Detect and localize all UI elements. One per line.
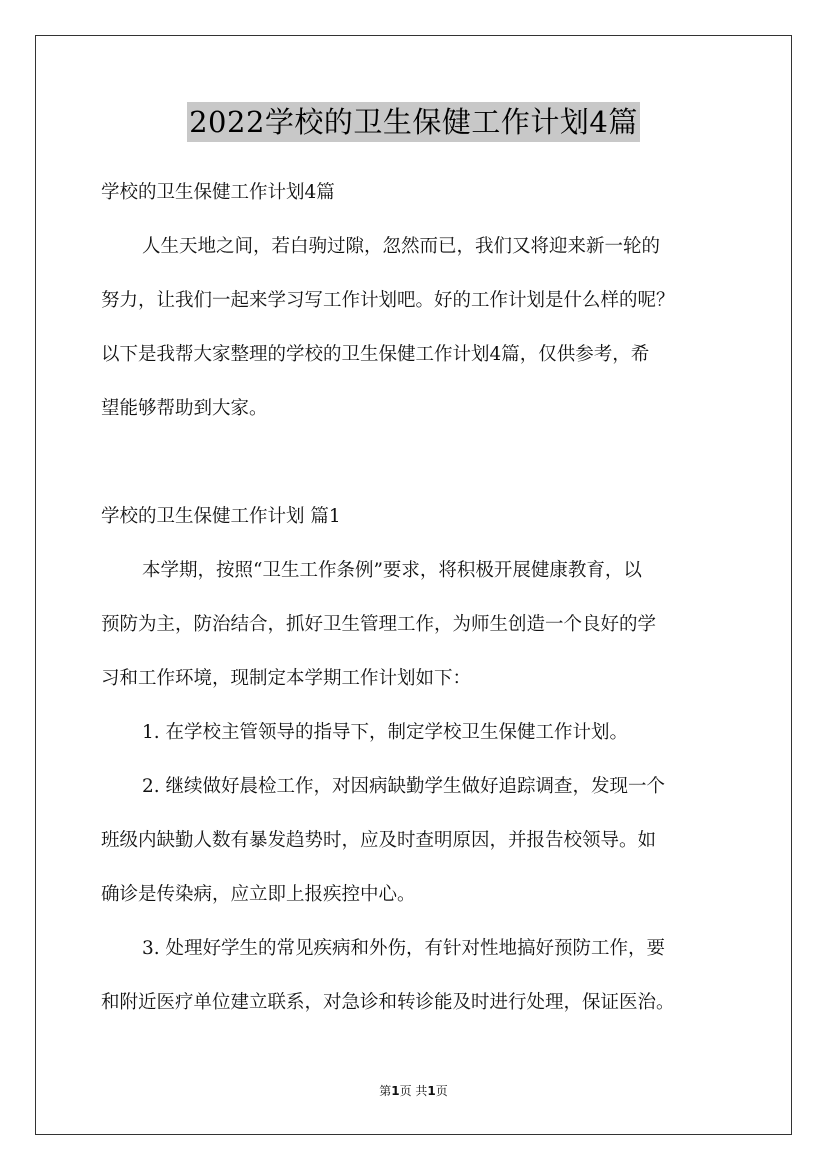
list-item-line: 2. 继续做好晨检工作，对因病缺勤学生做好追踪调查，发现一个 xyxy=(142,776,666,797)
page-footer xyxy=(0,1083,827,1099)
document-title: 2022学校的卫生保健工作计划4篇 xyxy=(187,102,640,142)
intro-line: 努力，让我们一起来学习写工作计划吧。好的工作计划是什么样的呢？ xyxy=(101,290,675,311)
intro-line: 人生天地之间，若白驹过隙，忽然而已，我们又将迎来新一轮的 xyxy=(142,236,661,257)
list-item-line: 班级内缺勤人数有暴发趋势时，应及时查明原因，并报告校领导。如 xyxy=(101,830,657,851)
footer-total-pages: 1 xyxy=(427,1084,436,1098)
paragraph-gap xyxy=(101,436,729,490)
footer-middle: 页 共 xyxy=(399,1084,428,1098)
document-subtitle: 学校的卫生保健工作计划4篇 xyxy=(101,182,335,203)
document-body xyxy=(101,166,729,1030)
list-item-line: 3. 处理好学生的常见疾病和外伤，有针对性地搞好预防工作，要 xyxy=(142,938,666,959)
section-paragraph-line: 本学期，按照“卫生工作条例”要求，将积极开展健康教育，以 xyxy=(142,560,642,581)
list-item-line: 和附近医疗单位建立联系，对急诊和转诊能及时进行处理，保证医治。 xyxy=(101,992,675,1013)
intro-line: 望能够帮助到大家。 xyxy=(101,398,268,419)
title-container xyxy=(0,102,827,142)
list-item-line: 确诊是传染病，应立即上报疾控中心。 xyxy=(101,884,416,905)
list-item-line: 1. 在学校主管领导的指导下，制定学校卫生保健工作计划。 xyxy=(142,722,629,743)
footer-page-number: 1 xyxy=(391,1084,400,1098)
section-paragraph-line: 习和工作环境，现制定本学期工作计划如下： xyxy=(101,668,472,689)
footer-prefix: 第 xyxy=(379,1084,392,1098)
intro-line: 以下是我帮大家整理的学校的卫生保健工作计划4篇，仅供参考，希 xyxy=(101,344,650,365)
footer-suffix: 页 xyxy=(435,1084,448,1098)
section-heading: 学校的卫生保健工作计划 篇1 xyxy=(101,506,341,527)
section-paragraph-line: 预防为主，防治结合，抓好卫生管理工作，为师生创造一个良好的学 xyxy=(101,614,657,635)
